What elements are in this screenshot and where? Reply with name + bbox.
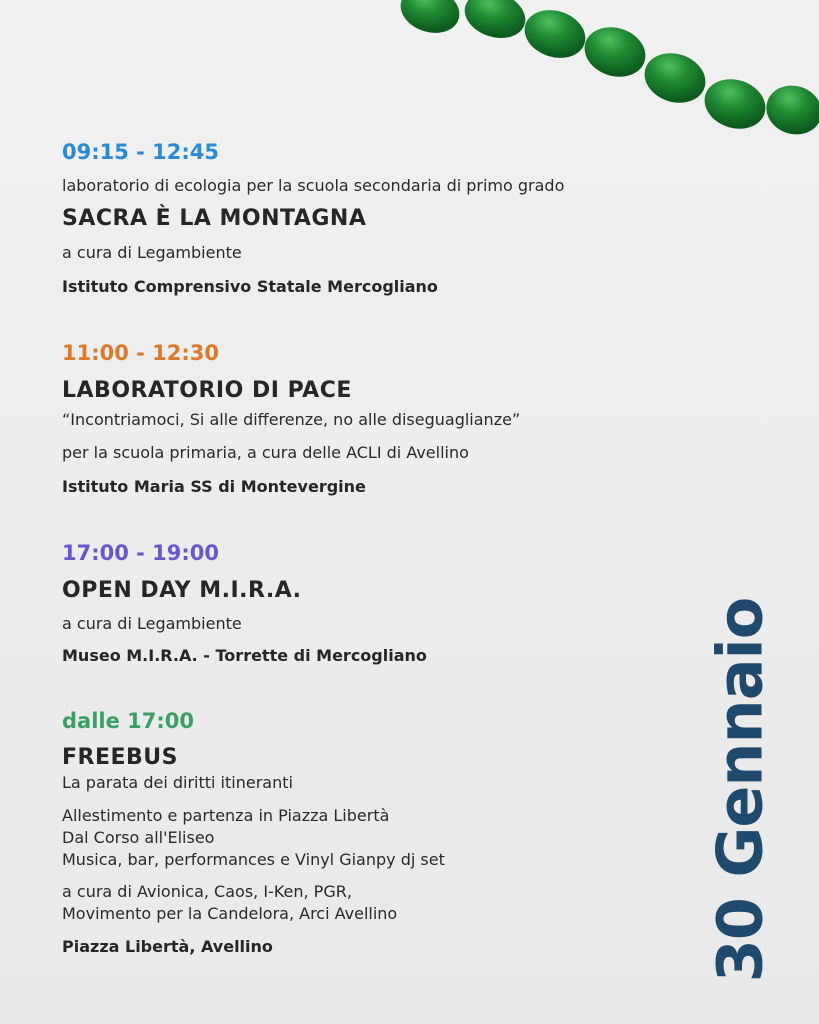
- event-4-venue: Piazza Libertà, Avellino: [62, 937, 273, 956]
- event-4-detail: Allestimento e partenza in Piazza Libertà: [62, 806, 390, 825]
- event-4: [62, 708, 445, 958]
- event-4-curator: Movimento per la Candelora, Arci Avellino: [62, 904, 398, 923]
- event-4-subtitle: La parata dei diritti itineranti: [62, 773, 293, 792]
- event-1-title: SACRA È LA MONTAGNA: [62, 206, 367, 231]
- event-4-detail: Musica, bar, performances e Vinyl Gianpy dj set: [62, 850, 445, 869]
- event-1-venue: Istituto Comprensivo Statale Mercogliano: [62, 277, 438, 296]
- event-4-detail: Dal Corso all'Eliseo: [62, 828, 215, 847]
- event-3: [62, 540, 427, 667]
- date-label: 30 Gennaio: [703, 597, 777, 983]
- event-1-subtitle: laboratorio di ecologia per la scuola secondaria di primo grado: [62, 176, 565, 195]
- event-2: [62, 340, 520, 498]
- event-1: [62, 139, 564, 298]
- event-3-venue: Museo M.I.R.A. - Torrette di Mercogliano: [62, 646, 427, 665]
- event-3-title: OPEN DAY M.I.R.A.: [62, 578, 302, 603]
- event-2-time: 11:00 - 12:30: [62, 341, 220, 365]
- event-4-time: dalle 17:00: [62, 709, 194, 733]
- event-3-time: 17:00 - 19:00: [62, 541, 220, 565]
- event-2-quote: “Incontriamoci, Si alle differenze, no alle diseguaglianze”: [62, 410, 521, 429]
- event-1-curator: a cura di Legambiente: [62, 243, 242, 262]
- event-3-curator: a cura di Legambiente: [62, 614, 242, 633]
- event-2-venue: Istituto Maria SS di Montevergine: [62, 477, 366, 496]
- event-2-title: LABORATORIO DI PACE: [62, 378, 352, 403]
- event-4-curator: a cura di Avionica, Caos, I-Ken, PGR,: [62, 882, 352, 901]
- event-2-curator: per la scuola primaria, a cura delle ACLI di Avellino: [62, 443, 469, 462]
- green-bead-necklace: [0, 0, 819, 150]
- event-4-title: FREEBUS: [62, 745, 179, 770]
- event-1-time: 09:15 - 12:45: [62, 140, 220, 164]
